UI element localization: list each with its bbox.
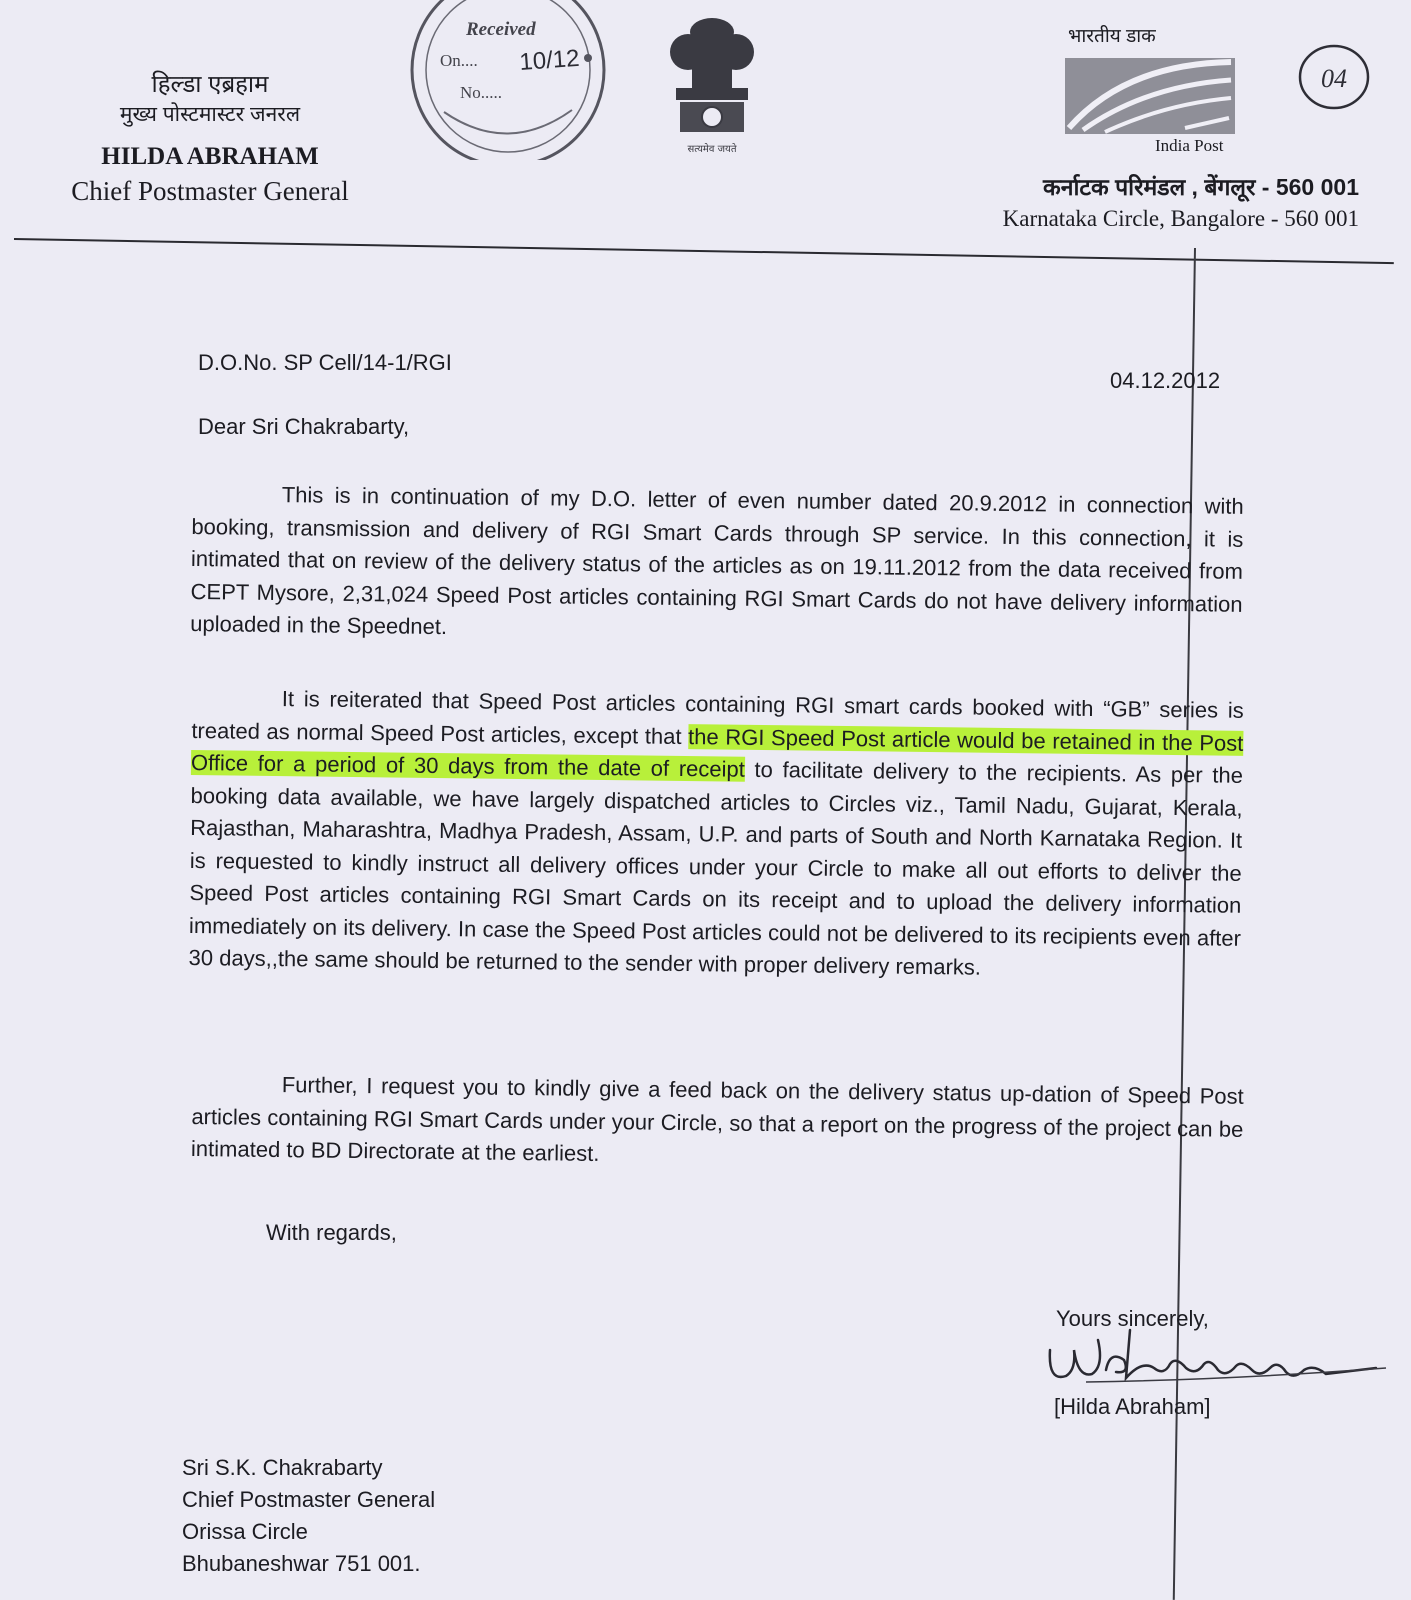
recipient-block xyxy=(182,1452,435,1580)
recipient-circle: Orissa Circle xyxy=(182,1519,308,1544)
recipient-title: Chief Postmaster General xyxy=(182,1487,436,1512)
national-emblem-icon xyxy=(662,10,762,160)
sender-title-hindi: मुख्य पोस्टमास्टर जनरल xyxy=(119,103,301,126)
received-stamp-icon xyxy=(404,0,618,160)
paragraph-1: This is in continuation of my D.O. letter of even number dated 20.9.2012 in connection with booking, transmission and delivery of RGI Smart Cards through SP service. In this connection, it is intimated that on review of the delivery status of the articles as on 19.11.2012 from the data received from CEPT Mysore, 2,31,024 Speed Post articles containing RGI Smart Cards do not have delivery information uploaded in the Speednet. xyxy=(190,482,1244,640)
emblem-motto: सत्यमेव जयते xyxy=(687,144,737,155)
sender-block xyxy=(30,70,390,208)
india-post-wave-icon xyxy=(1065,58,1235,134)
stamp-date: 10/12 xyxy=(518,44,581,76)
stamp-no: No..... xyxy=(460,83,503,102)
header-divider xyxy=(14,238,1394,264)
address-hindi: कर्नाटक परिमंडल , बेंगलूर - 560 001 xyxy=(1043,174,1359,200)
sender-title: Chief Postmaster General xyxy=(71,176,349,206)
page-mark: 04 xyxy=(1321,64,1347,93)
india-post-logo xyxy=(1065,58,1235,134)
address-english: Karnataka Circle, Bangalore - 560 001 xyxy=(1002,206,1359,231)
paragraph-2 xyxy=(188,682,1243,987)
stamp-received: Received xyxy=(466,19,536,40)
closing: Yours sincerely, xyxy=(1056,1306,1209,1331)
logo-text-hindi: भारतीय डाक xyxy=(1068,26,1156,47)
logo-text: India Post xyxy=(1155,136,1224,155)
paragraph-3: Further, I request you to kindly give a feed back on the delivery status up-dation of Speed Post articles containing RGI Smart Cards under your Circle, so that a report on the progress of the project can be intimated to BD Directorate at the earliest. xyxy=(190,1072,1244,1166)
sender-name-hindi: हिल्डा एब्रहाम xyxy=(151,71,269,98)
regards: With regards, xyxy=(266,1220,397,1245)
reference-number: D.O.No. SP Cell/14-1/RGI xyxy=(198,350,452,375)
paragraph-2-end: to facilitate delivery to the recipients. As per the booking data available, we have largely dispatched articles to Circles viz., Tamil Nadu, Gujarat, Kerala, Rajasthan, Maharashtra, Madhya Pradesh, Assam, U.P. and parts of South and North Karnataka Region. It is requested to kindly instruct all delivery offices under your Circle to make all out efforts to deliver the Speed Post articles containing RGI Smart Cards on its receipt and to upload the delivery information immediately on its delivery. In case the Speed Post articles could not be delivered to its recipients even after 30 days,,the same should be returned to the sender with proper delivery remarks. xyxy=(188,756,1244,980)
salutation: Dear Sri Chakrabarty, xyxy=(198,414,410,439)
page-mark-circle-icon xyxy=(1296,42,1372,112)
stamp-on: On.... xyxy=(440,51,478,70)
highlighted-text: the RGI Speed Post article would be retained in the Post Office for a period of 30 days from the date of receipt xyxy=(190,723,1244,782)
letter-date: 04.12.2012 xyxy=(1110,368,1221,393)
signatory-name: [Hilda Abraham] xyxy=(1054,1394,1211,1419)
paragraph-2-start: It is reiterated that Speed Post articles containing RGI smart cards booked with “GB” series is treated as normal Speed Post articles, except that xyxy=(191,686,1244,749)
recipient-name: Sri S.K. Chakrabarty xyxy=(182,1455,383,1480)
sender-name: HILDA ABRAHAM xyxy=(101,143,319,170)
office-address xyxy=(1003,170,1359,234)
recipient-city: Bhubaneshwar 751 001. xyxy=(182,1551,421,1576)
